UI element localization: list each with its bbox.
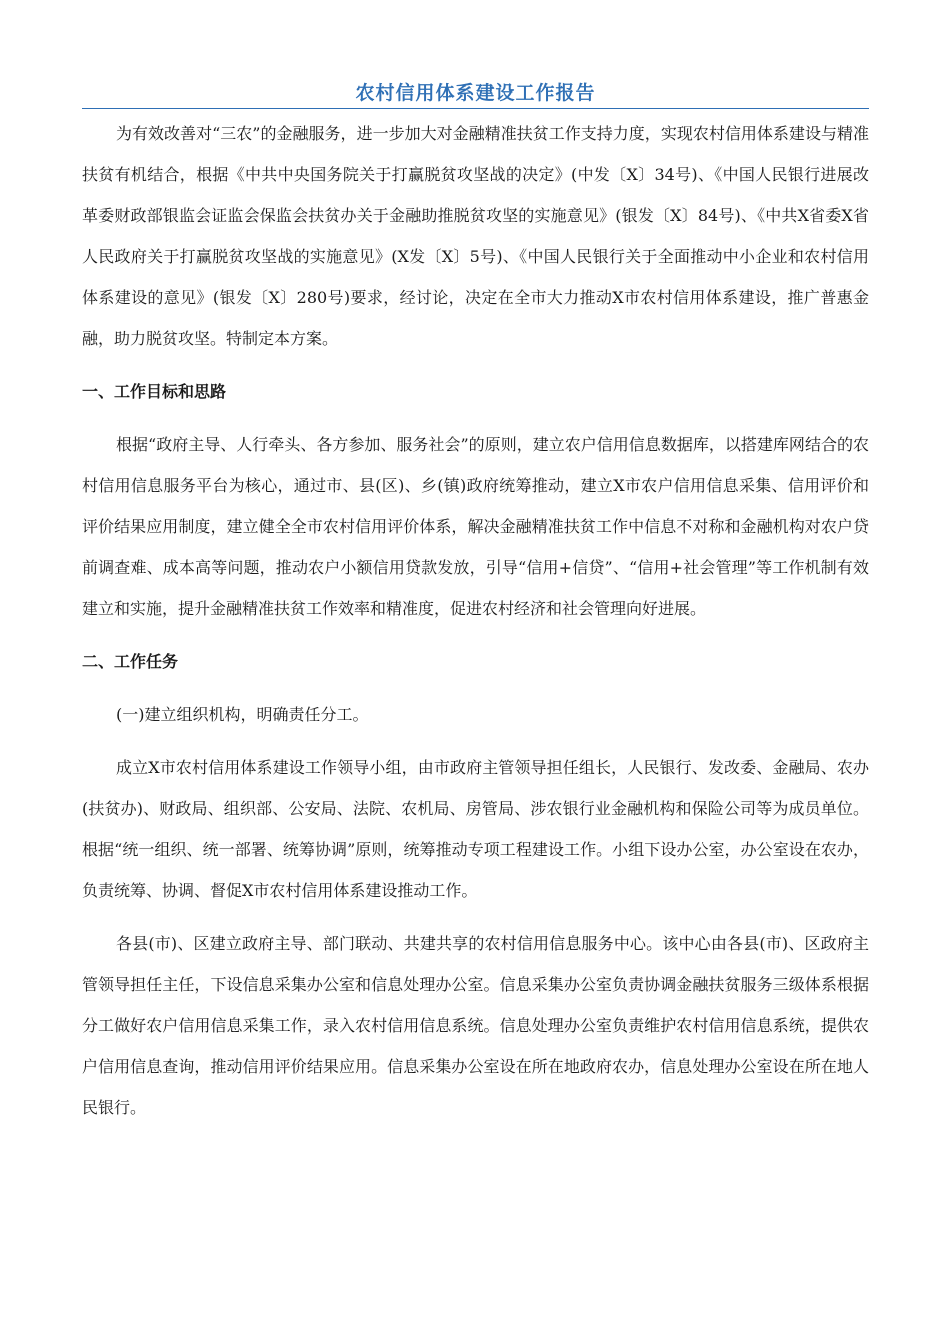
section-heading-tasks: 二、工作任务 bbox=[82, 652, 179, 671]
section-heading-goals: 一、工作目标和思路 bbox=[82, 382, 227, 401]
tasks-subheading: (一)建立组织机构，明确责任分工。 bbox=[116, 705, 369, 724]
title-underline bbox=[82, 108, 869, 109]
document-page bbox=[82, 78, 869, 1128]
spacer bbox=[82, 412, 869, 424]
spacer bbox=[82, 629, 869, 641]
tasks-paragraph-1: 成立X市农村信用体系建设工作领导小组，由市政府主管领导担任组长，人民银行、发改委、金融局、农办(扶贫办)、财政局、组织部、公安局、法院、农机局、房管局、涉农银行业金融机构和保险公司等为成员单位。根据“统一组织、统一部署、统筹协调”原则，统筹推动专项工程建设工作。小组下设办公室，办公室设在农办，负责统筹、协调、督促X市农村信用体系建设推动工作。 bbox=[82, 758, 869, 900]
spacer bbox=[82, 911, 869, 923]
spacer bbox=[82, 359, 869, 371]
goals-paragraph: 根据“政府主导、人行牵头、各方参加、服务社会”的原则，建立农户信用信息数据库，以搭建库网结合的农村信用信息服务平台为核心，通过市、县(区)、乡(镇)政府统筹推动，建立X市农户信用信息采集、信用评价和评价结果应用制度，建立健全全市农村信用评价体系，解决金融精准扶贫工作中信息不对称和金融机构对农户贷前调查难、成本高等问题，推动农户小额信用贷款发放，引导“信用+信贷”、“信用+社会管理”等工作机制有效建立和实施，提升金融精准扶贫工作效率和精准度，促进农村经济和社会管理向好进展。 bbox=[82, 435, 869, 618]
spacer bbox=[82, 735, 869, 747]
document-title: 农村信用体系建设工作报告 bbox=[355, 82, 596, 104]
spacer bbox=[82, 682, 869, 694]
intro-paragraph: 为有效改善对“三农”的金融服务，进一步加大对金融精准扶贫工作支持力度，实现农村信用体系建设与精准扶贫有机结合，根据《中共中央国务院关于打赢脱贫攻坚战的决定》(中发〔X〕34号)、《中国人民银行进展改革委财政部银监会证监会保监会扶贫办关于金融助推脱贫攻坚的实施意见》(银发〔X〕84号)、《中共X省委X省人民政府关于打赢脱贫攻坚战的实施意见》(X发〔X〕5号)、《中国人民银行关于全面推动中小企业和农村信用体系建设的意见》(银发〔X〕280号)要求，经讨论，决定在全市大力推动X市农村信用体系建设，推广普惠金融，助力脱贫攻坚。特制定本方案。 bbox=[82, 124, 869, 348]
tasks-paragraph-2: 各县(市)、区建立政府主导、部门联动、共建共享的农村信用信息服务中心。该中心由各县(市)、区政府主管领导担任主任，下设信息采集办公室和信息处理办公室。信息采集办公室负责协调金融扶贫服务三级体系根据分工做好农户信用信息采集工作，录入农村信用信息系统。信息处理办公室负责维护农村信用信息系统，提供农户信用信息查询，推动信用评价结果应用。信息采集办公室设在所在地政府农办，信息处理办公室设在所在地人民银行。 bbox=[82, 934, 869, 1117]
